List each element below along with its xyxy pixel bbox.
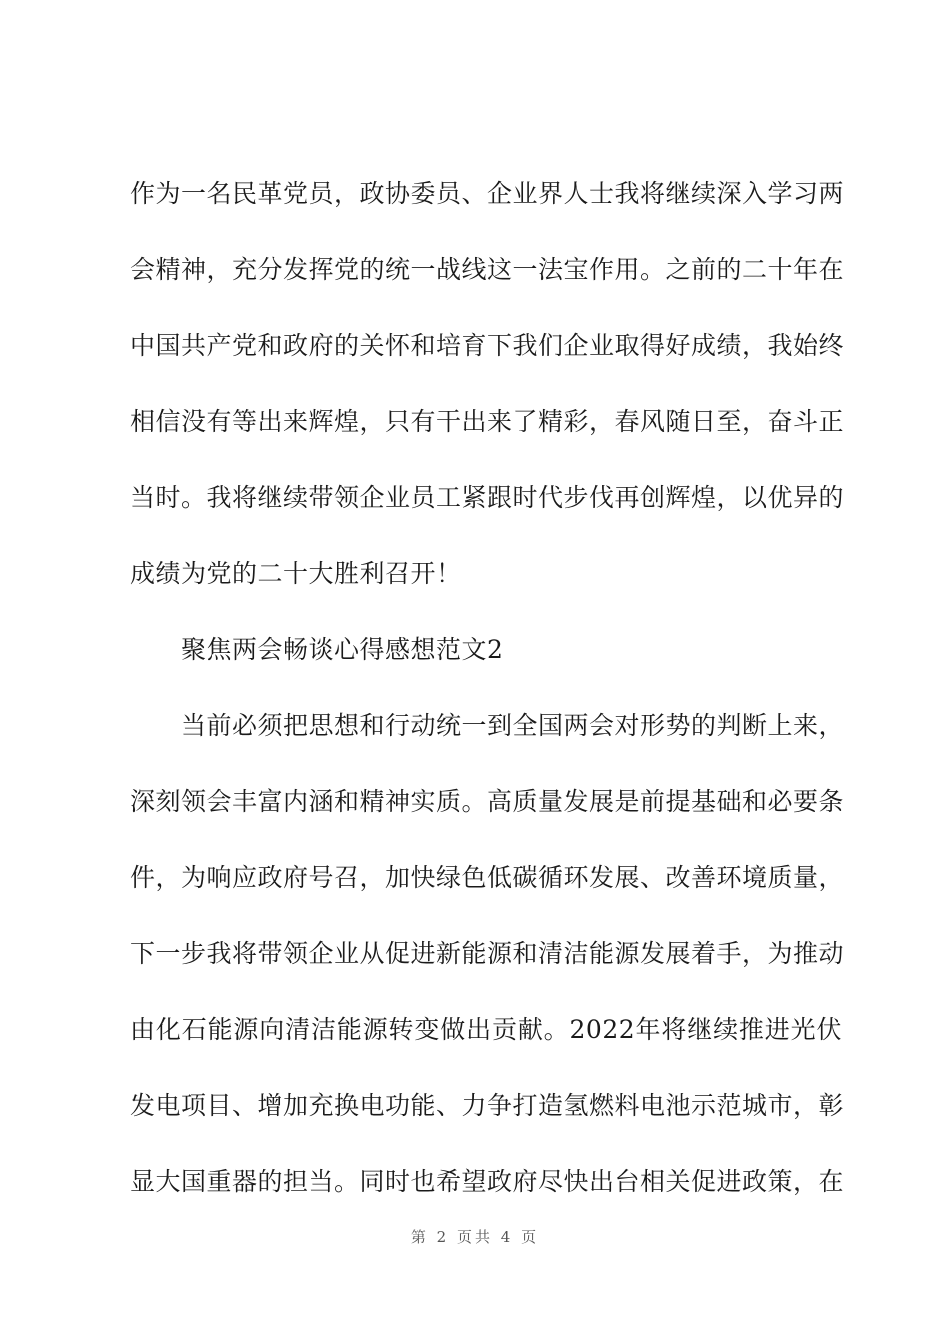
text-line: 成绩为党的二十大胜利召开！ [130,559,462,588]
text-line: 显大国重器的担当。同时也希望政府尽快出台相关促进政策，在 [130,1167,845,1196]
text-line: 深刻领会丰富内涵和精神实质。高质量发展是前提基础和必要条 [130,787,845,816]
page-number-footer: 第 2 页共 4 页 [410,1228,540,1246]
text-line: 会精神，充分发挥党的统一战线这一法宝作用。之前的二十年在 [130,255,845,284]
section-heading: 聚焦两会畅谈心得感想范文2 [181,635,504,664]
text-line: 中国共产党和政府的关怀和培育下我们企业取得好成绩，我始终 [130,331,845,360]
text-line: 发电项目、增加充换电功能、力争打造氢燃料电池示范城市，彰 [130,1091,845,1120]
text-line: 相信没有等出来辉煌，只有干出来了精彩，春风随日至，奋斗正 [130,407,845,436]
text-line: 下一步我将带领企业从促进新能源和清洁能源发展着手，为推动 [130,939,845,968]
text-line: 由化石能源向清洁能源转变做出贡献。2022年将继续推进光伏 [130,1015,842,1044]
text-line: 当前必须把思想和行动统一到全国两会对形势的判断上来， [181,711,845,740]
text-line: 件，为响应政府号召，加快绿色低碳循环发展、改善环境质量， [130,863,845,892]
text-line: 当时。我将继续带领企业员工紧跟时代步伐再创辉煌，以优异的 [130,483,845,512]
text-line: 作为一名民革党员，政协委员、企业界人士我将继续深入学习两 [130,179,845,208]
